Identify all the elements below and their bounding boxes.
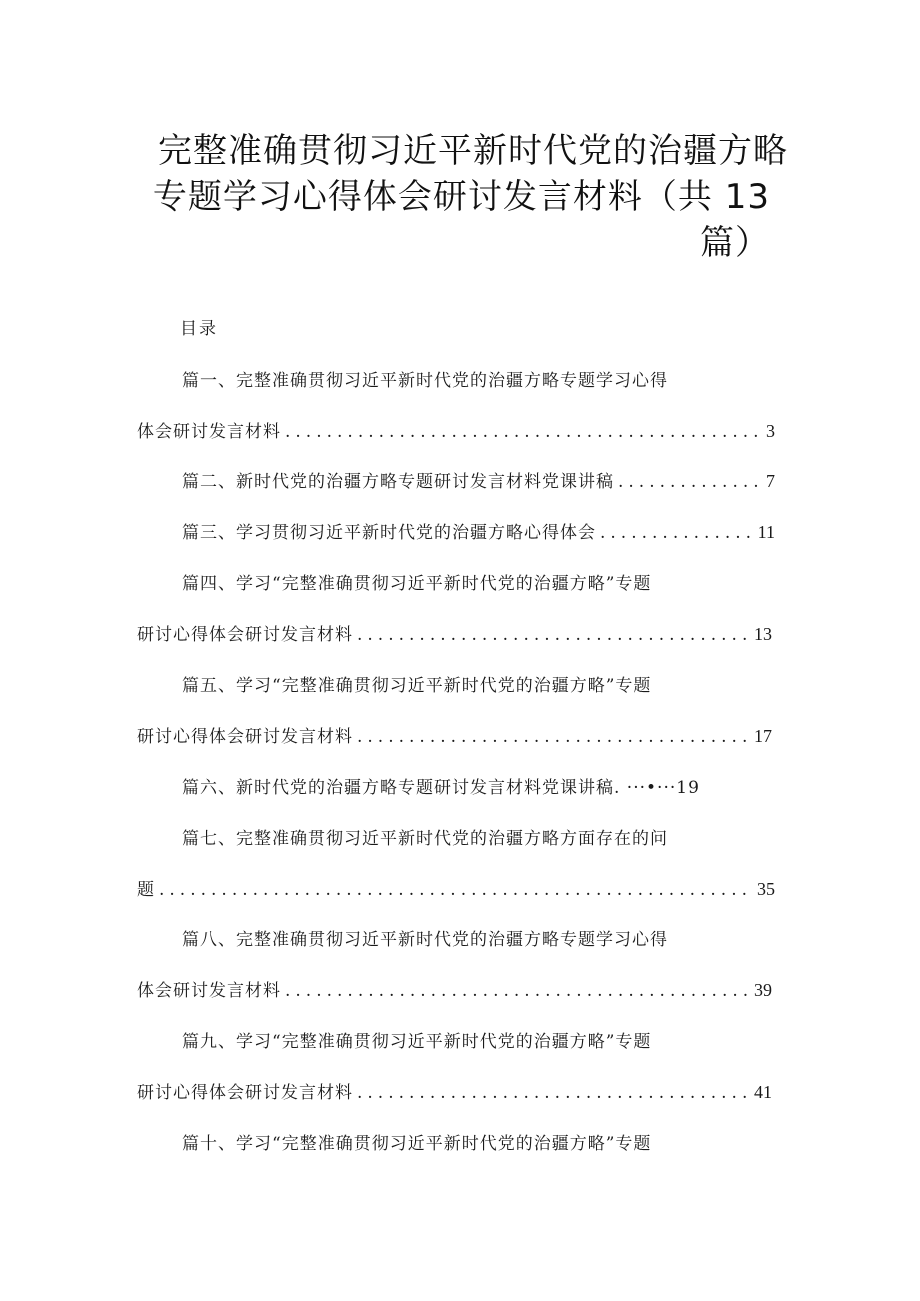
toc-entry-9-line-2: 研讨心得体会研讨发言材料 [137, 1083, 353, 1103]
document-title [140, 128, 788, 266]
toc-leader-dots [357, 1083, 750, 1103]
toc-entry-9-page: 41 [754, 1082, 772, 1102]
toc-entry-5-line-1[interactable]: 篇五、学习“完整准确贯彻习近平新时代党的治疆方略”专题 [182, 676, 652, 696]
toc-entry-8-line-2: 体会研讨发言材料 [137, 981, 281, 1001]
toc-entry-9-line-1[interactable]: 篇九、学习“完整准确贯彻习近平新时代党的治疆方略”专题 [182, 1032, 652, 1052]
toc-entry-2-page: 7 [766, 471, 775, 491]
toc-entry-2[interactable] [182, 467, 775, 492]
title-line-3: 篇） [700, 223, 770, 263]
toc-entry-9-leader[interactable] [137, 1078, 772, 1103]
toc-entry-4-line-2: 研讨心得体会研讨发言材料 [137, 625, 353, 645]
toc-entry-7-page: 35 [757, 879, 775, 899]
toc-entry-3[interactable] [182, 518, 775, 543]
toc-entry-4-page: 13 [754, 624, 772, 644]
toc-leader-dots [357, 625, 750, 645]
toc-entry-1-leader[interactable] [137, 417, 775, 442]
toc-entry-1-page: 3 [766, 421, 775, 441]
toc-entry-6[interactable]: 篇六、新时代党的治疆方略专题研讨发言材料党课讲稿. ···•···19 [182, 778, 700, 798]
toc-entry-7-line-2: 题 [137, 880, 155, 900]
toc-entry-10-line-1[interactable]: 篇十、学习“完整准确贯彻习近平新时代党的治疆方略”专题 [182, 1134, 652, 1154]
toc-entry-4-leader[interactable] [137, 620, 772, 645]
toc-entry-8-line-1[interactable]: 篇八、完整准确贯彻习近平新时代党的治疆方略专题学习心得 [182, 930, 668, 950]
toc-entry-7-leader[interactable] [137, 875, 775, 900]
toc-entry-1-line-2: 体会研讨发言材料 [137, 422, 281, 442]
toc-leader-dots [357, 727, 750, 747]
toc-entry-8-leader[interactable] [137, 976, 772, 1001]
toc-leader-dots [285, 981, 750, 1001]
toc-entry-5-leader[interactable] [137, 722, 772, 747]
toc-entry-4-line-1[interactable]: 篇四、学习“完整准确贯彻习近平新时代党的治疆方略”专题 [182, 574, 652, 594]
toc-leader-dots [618, 472, 762, 492]
toc-leader-dots [600, 523, 754, 543]
toc-leader-dots [285, 422, 762, 442]
toc-entry-7-line-1[interactable]: 篇七、完整准确贯彻习近平新时代党的治疆方略方面存在的问 [182, 829, 668, 849]
toc-entry-8-page: 39 [754, 980, 772, 1000]
toc-entry-5-line-2: 研讨心得体会研讨发言材料 [137, 727, 353, 747]
toc-entry-2-text: 篇二、新时代党的治疆方略专题研讨发言材料党课讲稿 [182, 472, 614, 492]
toc-entry-3-text: 篇三、学习贯彻习近平新时代党的治疆方略心得体会 [182, 523, 596, 543]
toc-heading: 目录 [180, 319, 218, 339]
title-line-1: 完整准确贯彻习近平新时代党的治疆方略 [158, 131, 788, 171]
toc-leader-dots [159, 880, 753, 900]
toc-entry-1-line-1[interactable]: 篇一、完整准确贯彻习近平新时代党的治疆方略专题学习心得 [182, 371, 668, 391]
title-line-2: 专题学习心得体会研讨发言材料（共 13 [152, 177, 770, 217]
toc-entry-5-page: 17 [754, 726, 772, 746]
toc-entry-3-page: 11 [757, 522, 775, 542]
